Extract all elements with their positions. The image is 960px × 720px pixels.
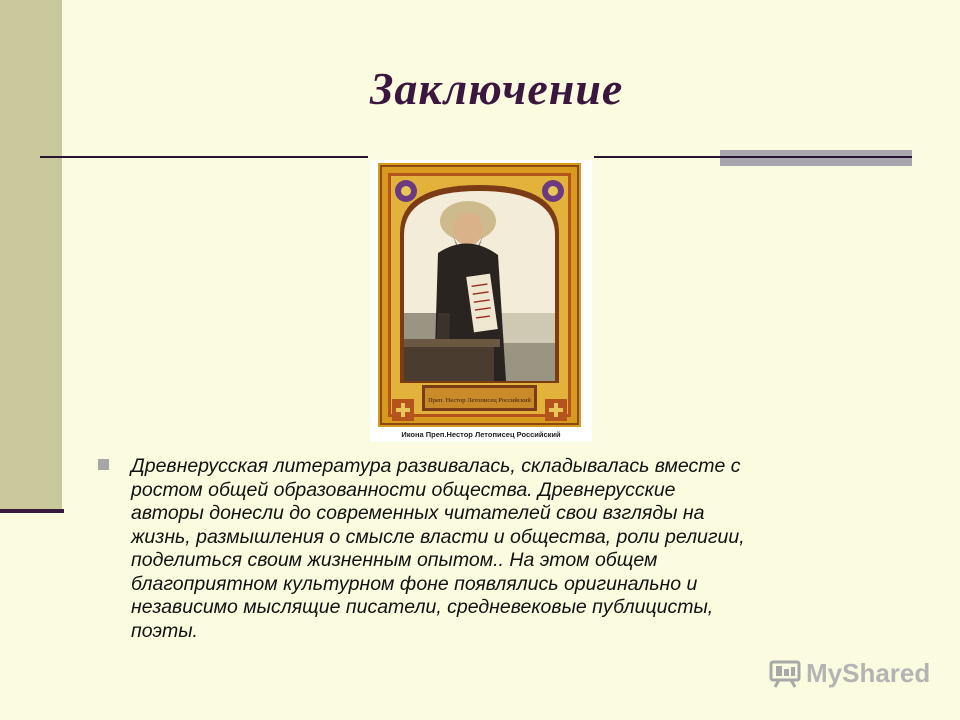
icon-image (370, 160, 592, 442)
title-rule-accent-bar (720, 150, 912, 166)
saint-nestor-icon (378, 163, 581, 427)
slide-title: Заключение (370, 63, 624, 114)
icon-inscription-text: Преп. Нестор Летописец Российский (428, 397, 531, 404)
watermark-logo (768, 658, 930, 688)
icon-caption: Икона Преп.Нестор Летописец Российский (401, 430, 561, 439)
left-band-underline (0, 509, 64, 513)
watermark-brand-text: MyShared (806, 657, 931, 688)
presentation-board-icon (768, 658, 802, 688)
title-rule-right (594, 156, 912, 158)
bullet-marker (98, 459, 109, 470)
body-paragraph: Древнерусская литература развивалась, складывалась вместе с ростом общей образованности общества. Древнерусские авторы донесли до современных читателей свои взгляды на жизнь, размышления о смысле власти и общества, роли религии, поделиться своим жизненным опытом.. На этом общем благоприятном культурном фоне появлялись оригинально и независимо мыслящие писатели, средневековые публицисты, поэты. (131, 455, 745, 642)
title-rule-left (40, 156, 368, 158)
left-decorative-band (0, 0, 62, 512)
